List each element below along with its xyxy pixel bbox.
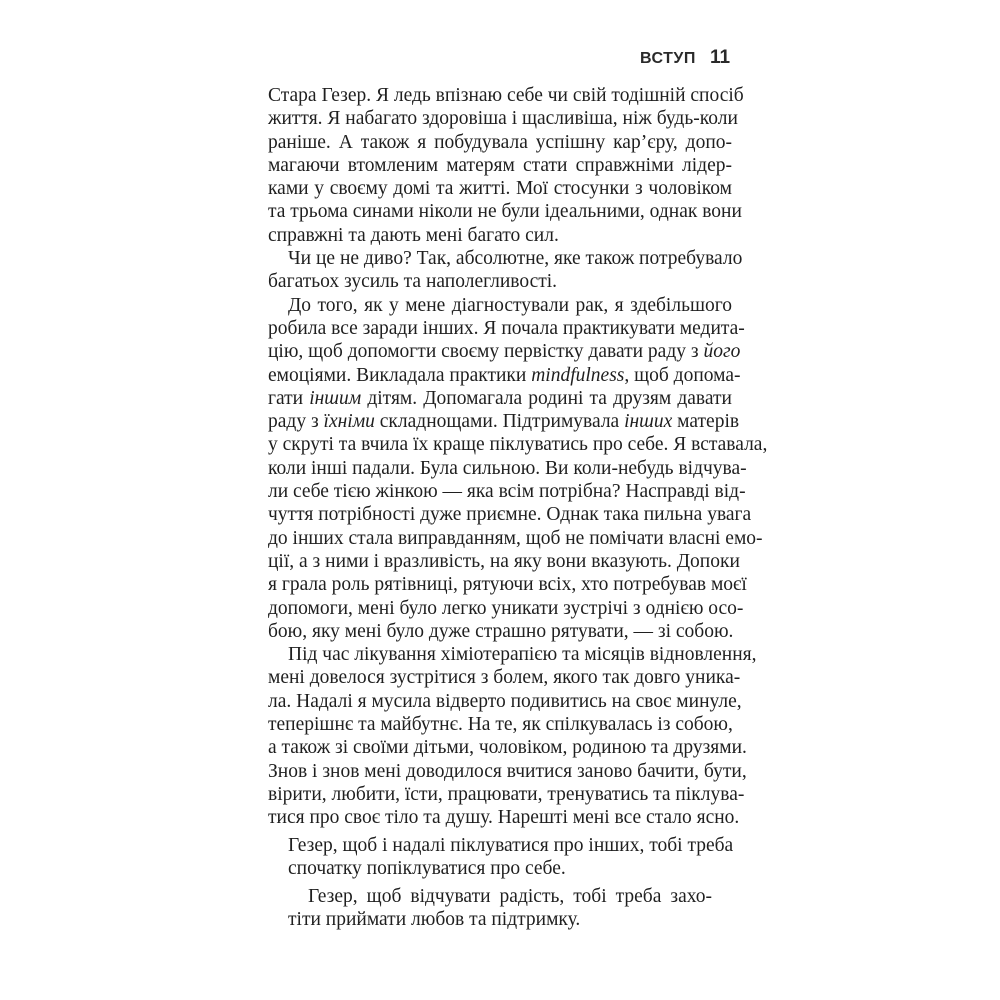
- text-run: робила все заради інших. Я почала практикувати медита-: [268, 317, 745, 339]
- text-run: ли себе тією жінкою — яка всім потрібна? Насправді від-: [268, 481, 746, 503]
- page-number: 11: [710, 47, 731, 68]
- text-run: ції, а з ними і вразливість, на яку вони вказують. Допоки: [268, 550, 740, 572]
- text-line: [268, 620, 732, 643]
- text-line: [268, 317, 745, 340]
- text-run: бою, яку мені було дуже страшно рятувати, — зі собою.: [268, 620, 734, 642]
- text-line: [268, 736, 747, 759]
- text-run: Під час лікування хіміотерапією та місяців відновлення,: [288, 644, 757, 666]
- text-run: цію, щоб допомогти своєму первістку давати раду з: [268, 341, 704, 363]
- text-run: Гезер, щоб і надалі піклуватися про інших, тобі треба: [288, 835, 734, 856]
- text-run: вірити, любити, їсти, працювати, тренуватись та піклува-: [268, 783, 745, 805]
- text-run: справжні та дають мені багато сил.: [268, 224, 559, 246]
- text-run: мені довелося зустрітися з болем, якого так довго уника-: [268, 667, 741, 689]
- text-line: [288, 834, 734, 857]
- text-line: [268, 666, 741, 689]
- text-line: [288, 908, 712, 931]
- text-run: дітям. Допомагала родині та друзям давати: [361, 387, 732, 409]
- text-line: [268, 224, 732, 247]
- text-line: [268, 573, 747, 596]
- text-line: [268, 177, 732, 200]
- text-line: [288, 885, 712, 908]
- section-title: ВСТУП: [640, 50, 696, 67]
- text-line: [268, 806, 740, 829]
- text-run: емоціями. Викладала практики: [268, 364, 532, 386]
- text-line: [268, 783, 745, 806]
- text-run: коли інші падали. Була сильною. Ви коли-небудь відчува-: [268, 457, 747, 479]
- text-run: допомоги, мені було легко уникати зустрічі з однією осо-: [268, 597, 744, 619]
- text-line: [268, 247, 743, 270]
- text-run: ками у своєму домі та житті. Мої стосунки з чоловіком: [268, 178, 732, 200]
- text-line: [268, 760, 747, 783]
- text-run: матерів: [672, 411, 740, 433]
- text-line: [288, 857, 712, 880]
- text-line: [268, 713, 732, 736]
- text-line: [268, 294, 732, 317]
- text-run: гати: [268, 387, 310, 409]
- text-run: у скруті та вчила їх краще піклуватись про себе. Я вставала,: [268, 434, 768, 456]
- text-line: [268, 200, 742, 223]
- text-run: тіти приймати любов та підтримку.: [288, 908, 581, 930]
- text-run: Знов і знов мені доводилося вчитися заново бачити, бути,: [268, 760, 747, 782]
- text-run: , щоб допома-: [624, 364, 741, 386]
- text-run: чуття потрібності дуже приємне. Однак така пильна увага: [268, 504, 752, 526]
- text-line: [268, 503, 752, 526]
- text-line: [268, 457, 747, 480]
- text-line: [268, 597, 744, 620]
- emphasis-text: інших: [624, 411, 673, 433]
- affirmation-block: [288, 834, 734, 931]
- text-run: спочатку попіклуватися про себе.: [288, 858, 566, 880]
- text-run: складнощами. Підтримувала: [374, 411, 625, 433]
- text-run: Гезер, щоб відчувати радість, тобі треба захо-: [308, 885, 712, 907]
- text-run: багатьох зусиль та наполегливості.: [268, 271, 558, 293]
- emphasis-text: їхніми: [323, 411, 375, 433]
- text-line: [268, 84, 744, 107]
- text-run: теперішнє та майбутнє. На те, як спілкувалась із собою,: [268, 714, 733, 736]
- text-run: я грала роль рятівниці, рятуючи всіх, хто потребував моєї: [268, 574, 747, 596]
- emphasis-text: його: [703, 341, 741, 363]
- text-line: [268, 550, 740, 573]
- text-run: ла. Надалі я мусила відверто подивитись на своє минуле,: [268, 690, 742, 712]
- emphasis-text: mindfulness: [531, 364, 625, 386]
- text-line: [268, 131, 732, 154]
- text-run: До того, як у мене діагностували рак, я здебільшого: [288, 294, 732, 316]
- text-run: раду з: [268, 411, 324, 433]
- text-line: [268, 433, 768, 456]
- text-run: Стара Гезер. Я ледь впізнаю себе чи свій тодішній спосіб: [268, 85, 744, 106]
- text-run: тися про своє тіло та душу. Нарешті мені все стало ясно.: [268, 807, 740, 829]
- text-line: [268, 480, 746, 503]
- text-run: життя. Я набагато здоровіша і щасливіша, ніж будь-коли: [268, 108, 738, 130]
- text-line: [268, 270, 732, 293]
- text-run: а також зі своїми дітьми, чоловіком, родиною та друзями.: [268, 737, 747, 759]
- body-text: [268, 84, 768, 830]
- text-line: [268, 154, 732, 177]
- text-run: та трьома синами ніколи не були ідеальними, однак вони: [268, 201, 742, 223]
- text-line: [268, 690, 742, 713]
- text-line: [268, 107, 738, 130]
- text-line: [268, 364, 741, 387]
- emphasis-text: іншим: [309, 387, 362, 409]
- text-run: Чи це не диво? Так, абсолютне, яке також потребувало: [288, 248, 743, 270]
- text-line: [268, 527, 763, 550]
- text-run: раніше. А також я побудувала успішну кар’єру, допо-: [268, 131, 732, 153]
- text-run: магаючи втомленим матерям стати справжніми лідер-: [268, 154, 732, 176]
- text-line: [268, 387, 732, 410]
- text-line: [268, 643, 757, 666]
- text-run: до інших стала виправданням, щоб не помічати власні емо-: [268, 527, 763, 549]
- text-line: [268, 410, 740, 433]
- text-line: [268, 340, 741, 363]
